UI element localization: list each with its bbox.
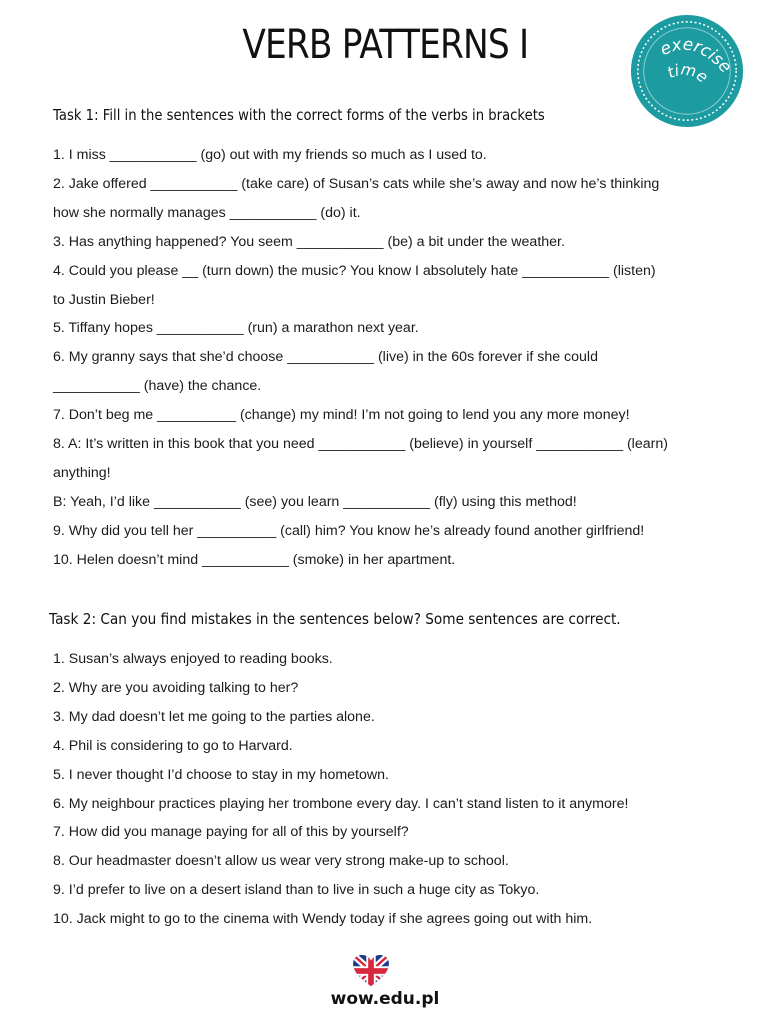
- task1-heading: Task 1: Fill in the sentences with the correct forms of the verbs in brackets: [53, 106, 545, 124]
- exercise-time-stamp: [628, 12, 746, 130]
- sentence-line: 6. My granny says that she’d choose ___________ (live) in the 60s forever if she could: [53, 349, 598, 366]
- sentence-line: 9. Why did you tell her __________ (call) him? You know he’s already found another girlfriend!: [53, 522, 645, 539]
- sentence-line: to Justin Bieber!: [53, 291, 155, 308]
- sentence-line: B: Yeah, I’d like ___________ (see) you learn ___________ (fly) using this method!: [53, 493, 577, 510]
- sentence-line: 7. Don’t beg me __________ (change) my mind! I’m not going to lend you any more money!: [53, 407, 630, 424]
- stamp-line2: time: [664, 59, 712, 87]
- sentence-line: ___________ (have) the chance.: [53, 378, 262, 395]
- page-title: VERB PATTERNS I: [242, 22, 529, 68]
- sentence-line: 5. Tiffany hopes ___________ (run) a marathon next year.: [53, 320, 419, 337]
- sentence-line: 9. I’d prefer to live on a desert island than to live in such a huge city as Tokyo.: [53, 882, 540, 899]
- sentence-line: how she normally manages ___________ (do) it.: [53, 204, 361, 221]
- footer-site: wow.edu.pl: [330, 989, 440, 1009]
- sentence-line: 8. A: It’s written in this book that you need ___________ (believe) in yourself ___________ (learn): [53, 436, 668, 453]
- uk-flag-heart-icon: [352, 954, 390, 988]
- task1-sentence-list: [53, 141, 743, 575]
- stamp-line1: exercise: [656, 33, 737, 77]
- task2-heading: Task 2: Can you find mistakes in the sentences below? Some sentences are correct.: [49, 610, 621, 628]
- sentence-line: 4. Phil is considering to go to Harvard.: [53, 737, 293, 754]
- task2-sentence-list: [53, 645, 743, 934]
- sentence-line: 8. Our headmaster doesn’t allow us wear very strong make-up to school.: [53, 853, 509, 870]
- sentence-line: 5. I never thought I’d choose to stay in my hometown.: [53, 766, 389, 783]
- sentence-line: 3. Has anything happened? You seem ___________ (be) a bit under the weather.: [53, 233, 565, 250]
- sentence-line: 1. I miss ___________ (go) out with my friends so much as I used to.: [53, 147, 487, 163]
- sentence-line: anything!: [53, 464, 111, 481]
- sentence-line: 4. Could you please __ (turn down) the music? You know I absolutely hate ___________ (listen): [53, 262, 656, 279]
- sentence-line: 10. Jack might to go to the cinema with Wendy today if she agrees going out with him.: [53, 911, 593, 928]
- sentence-line: 7. How did you manage paying for all of this by yourself?: [53, 824, 409, 841]
- sentence-line: 2. Jake offered ___________ (take care) of Susan’s cats while she’s away and now he’s thinking: [53, 175, 660, 192]
- sentence-line: 2. Why are you avoiding talking to her?: [53, 679, 299, 696]
- sentence-line: 10. Helen doesn’t mind ___________ (smoke) in her apartment.: [53, 551, 456, 568]
- sentence-line: 6. My neighbour practices playing her trombone every day. I can’t stand listen to it anymore!: [53, 795, 629, 812]
- sentence-line: 1. Susan’s always enjoyed to reading books.: [53, 651, 333, 667]
- sentence-line: 3. My dad doesn’t let me going to the parties alone.: [53, 708, 375, 725]
